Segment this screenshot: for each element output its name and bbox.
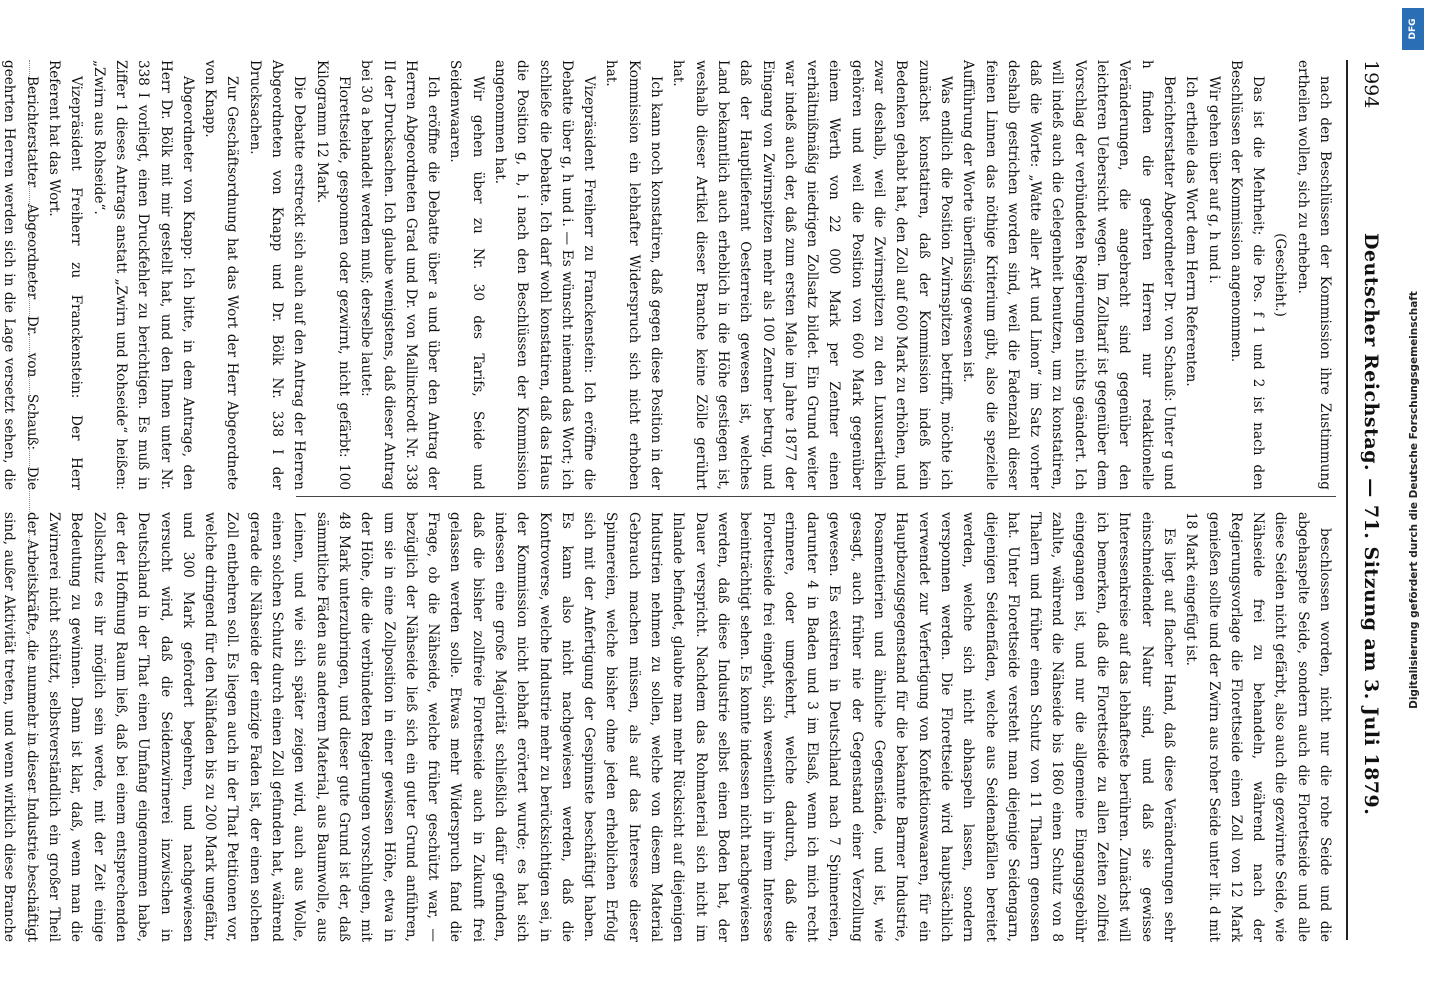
credit-text: Digitalisierung gefördert durch die Deutsche Forschungsgemeinschaft [1408,291,1420,709]
dfg-logo-icon [1402,8,1424,50]
paragraph: Zur Geschäftsordnung hat das Wort der Herr Abgeordnete von Knapp. [202,60,241,490]
paragraph: Ich eröffne die Debatte über a und über den Antrag der Herren Abgeordneten Grad und Dr. von Mallinckrodt Nr. 338 II der Drucksachen. Ich glaube wenigstens, daß dieser Antrag bei 30 a behandelt werden muß; derselbe lautet: [358,60,442,490]
paragraph: Berichterstatter Abgeordneter Dr. von Schauß: Unter g und h finden die geehrten Herren nur redaktionelle Veränderungen, die angebracht sind gegenüber den leichteren Uebersicht wegen. Im Zolltarif ist gegenüber dem Vorschlag der verbündeten Regierungen nichts geändert. Ich will indeß auch die Gelegenheit benutzen, um zu konstatiren, daß die Worte: „Watte aller Art und Linon“ im Satz vorher deshalb gestrichen worden sind, weil die Fadenzahl dieser feinen Linnen das nöthige Kriterium gibt, also die spezielle Aufführung der Worte überflüssig gewesen ist. [960,60,1177,490]
paragraph: Was endlich die Position Zwirnspitzen betrifft, möchte ich zunächst konstatiren, daß der Kommission indeß kein Bedenken gehabt hat, den Zoll auf 600 Mark zu erhöhen, und zwar deshalb, weil die Zwirnspitzen zu den Luxusartikeln gehören und weil die Position von 600 Mark gegenüber einem Werth von 22 000 Mark per Zentner einen verhältnißmäßig niedrigen Zollsatz bildet. Ein Grund weiter war indeß auch der, daß zum ersten Male im Jahre 1877 der Eingang von Zwirnspitzen mehr als 100 Zentner betrug, und daß der Hauptlieferant Oesterreich gewesen ist, welches Land bekanntlich auch erheblich in die Höhe gestiegen ist, weshalb dieser Artikel dieser Branche keine Zölle gerührt hat. [670,60,954,490]
paragraph: Vizepräsident Freiherr zu Franckenstein: Der Herr Referent hat das Wort. [46,60,85,490]
funding-credit [1404,8,1424,992]
paragraph: Es liegt auf flacher Hand, daß diese Veränderungen sehr einschneidender Natur sind, und daß sie gewisse Interessenkreise auf das lebhafteste berühren. Zunächst will ich bemerken, daß die Florettseide zu allen Zeiten zollfrei eingegangen ist, und nur die allgemeine Eingangsgebühr zahlte, während die Nähseide bis 1860 einen Schutz von 8 Thalern und früher einen Schutz von 11 Thalern genossen hat. Unter Florettseide versteht man diejenige Seidengarn, diejenigen Seidenfäden, welche aus Seidenabfällen bereitet werden, welche sich nicht abhaspeln lassen, sondern versponnen werden. Die Florettseide wird hauptsächlich verwendet zur Verfertigung von Konfektionswaaren, für ein Hauptbezugsgegenstand für die bekannte Barmer Industrie, Posamentierien und ähnliche Gegenstände, und ist, wie gesagt, auch früher nie der Gegenstand einer Verzollung gewesen. Es existiren in Deutschland nach 7 Spinnereien, darunter 4 in Baden und 3 im Elsaß, wenn ich mich recht erinnere, oder umgekehrt, welche dadurch, daß die Florettseide frei eingeht, sich wesentlich in ihrem Interesse beeinträchtigt sehen. Es konnte indessen nicht nachgewiesen werden, daß diese Industrie selbst einen Boden hat, der Dauer verspricht. Nachdem das Rohmaterial sich nicht im Inlande befindet, glaubte man mehr Rücksicht auf diejenigen Industrien nehmen zu sollen, welche von diesem Material Gebrauch machen müssen, als auf das Interesse dieser Spinnereien, welche bisher ohne jeden erheblichen Erfolg sich mit der Anfertigung der Gespinnste beschäftigt haben. Es kann also nicht nachgewiesen werden, daß die Kontroverse, welche Industrie mehr zu berücksichtigen sei, in der Kommission nicht lebhaft erörtert wurde; es hat sich indessen eine große Majorität schließlich dafür gefunden, daß die bisher zollfreie Florettseide auch in Zukunft frei gelassen werden solle. Etwas mehr Widerspruch fand die Frage, ob die Nähseide, welche früher geschützt war, — bezüglich der Nähseide ließ sich ein guter Grund anführen, um sie in eine Zollposition in einer gewissen Höhe, etwa in der Höhe, die die verbündeten Regierungen vorschlugen, mit 48 Mark unterzubringen, und dieser gute Grund ist der, daß sämmtliche Fäden aus anderem Material, aus Baumwolle, aus Leinen, und wie sich später zeigen wird, auch aus Wolle, einen solchen Schutz durch einen Zoll gefunden hat, während gerade die Nähseide der einzige Faden ist, der einen solchen Zoll entbehren soll. Es liegen auch in der That Petitionen vor, welche dringend für den Nähfaden bis zu 200 Mark ungefähr, und 300 Mark gefordert begehren, und nachgewiesen versucht wird, daß die Seidenzwirnerei inzwischen in Deutschland in der That einen Umfang eingenommen habe, der der Hoffnung Raum ließ, daß bei einem entsprechenden Zollschutz es ihr möglich sein werde, mit der Zeit einige Bedeutung zu gewinnen. Dann ist klar, daß, wenn man die Zwirnerei nicht schützt, selbstverständlich ein großer Theil der Arbeitskräfte, die nunmehr in dieser Industrie beschäftigt sind, außer Aktivität treten, und wenn wirklich diese Branche [1,512,1177,942]
paragraph: Abgeordneter von Knapp: Ich bitte, in dem Antrage, den Herr Dr. Bölk mit mir gestellt hat, und den Ihnen unter Nr. 338 I vorliegt, einen Druckfehler zu berichtigen. Es muß in Ziffer 1 dieses Antrags anstatt „Zwirn und Rohseide“ heißen: „Zwirn aus Rohseide“. [90,60,196,490]
centered-remark: (Geschieht.) [1272,233,1289,317]
paragraph: Vizepräsident Freiherr zu Franckenstein: Ich eröffne die Debatte über g, h und i. — Es wünscht niemand das Wort; ich schließe die Debatte. Ich darf wohl konstatiren, daß das Haus die Position g, h, i nach den Beschlüssen der Kommission angenommen hat. [492,60,598,490]
paragraph: Wir gehen über auf g, h und i. [1205,76,1222,284]
page-number: 1994 [1360,60,1382,109]
paragraph: Ich kann noch konstatiren, daß gegen diese Position in der Kommission ein lebhafter Widerspruch sich nicht erhoben hat. [603,60,665,490]
paragraph: Ich ertheile das Wort dem Herrn Referenten. [1183,76,1200,387]
page-header [1346,60,1382,940]
paragraph: beschlossen worden, nicht nur die rohe Seide und die abgehaspelte Seide, sondern auch die Florettseide und alle diese Seiden nicht gefärbt, also auch die gezwirnte Seide, wie Nähseide frei zu behandeln, während nach der Regierungsvorlage die Florettseide einen Zoll von 12 Mark genießen sollte und der Zwirn aus roher Seide unter lit. d mit 18 Mark eingefügt ist. [1183,512,1333,942]
page-title: Deutscher Reichstag. — 71. Sitzung am 3. Juli 1879. [1360,232,1382,816]
text-column-right [0,512,1336,942]
paragraph: Berichterstatter Abgeordneter Dr. von Schauß: Die geehrten Herren werden sich in die Lage versetzt sehen, die [1,60,40,490]
footer-rule [29,60,30,940]
paragraph: Wir gehen über zu Nr. 30 des Tarifs, Seide und Seidenwaaren. [447,60,486,490]
paragraph: Die Debatte erstreckt sich auch auf den Antrag der Herren Abgeordneten von Knapp und Dr. Bölk Nr. 338 I der Drucksachen. [246,60,308,490]
column-divider [296,496,1336,497]
paragraph: nach den Beschlüssen der Kommission ihre Zustimmung ertheilen wollen, sich zu erheben. [1294,60,1333,490]
paragraph: Florettseide, gesponnen oder gezwirnt, nicht gefärbt: 100 Kilogramm 12 Mark. [313,60,352,490]
text-column-left [0,60,1336,490]
paragraph: Das ist die Mehrheit; die Pos. f 1 und 2 ist nach den Beschlüssen der Kommission angenommen. [1227,60,1267,490]
dfg-logo-text: DFG [1408,18,1418,40]
